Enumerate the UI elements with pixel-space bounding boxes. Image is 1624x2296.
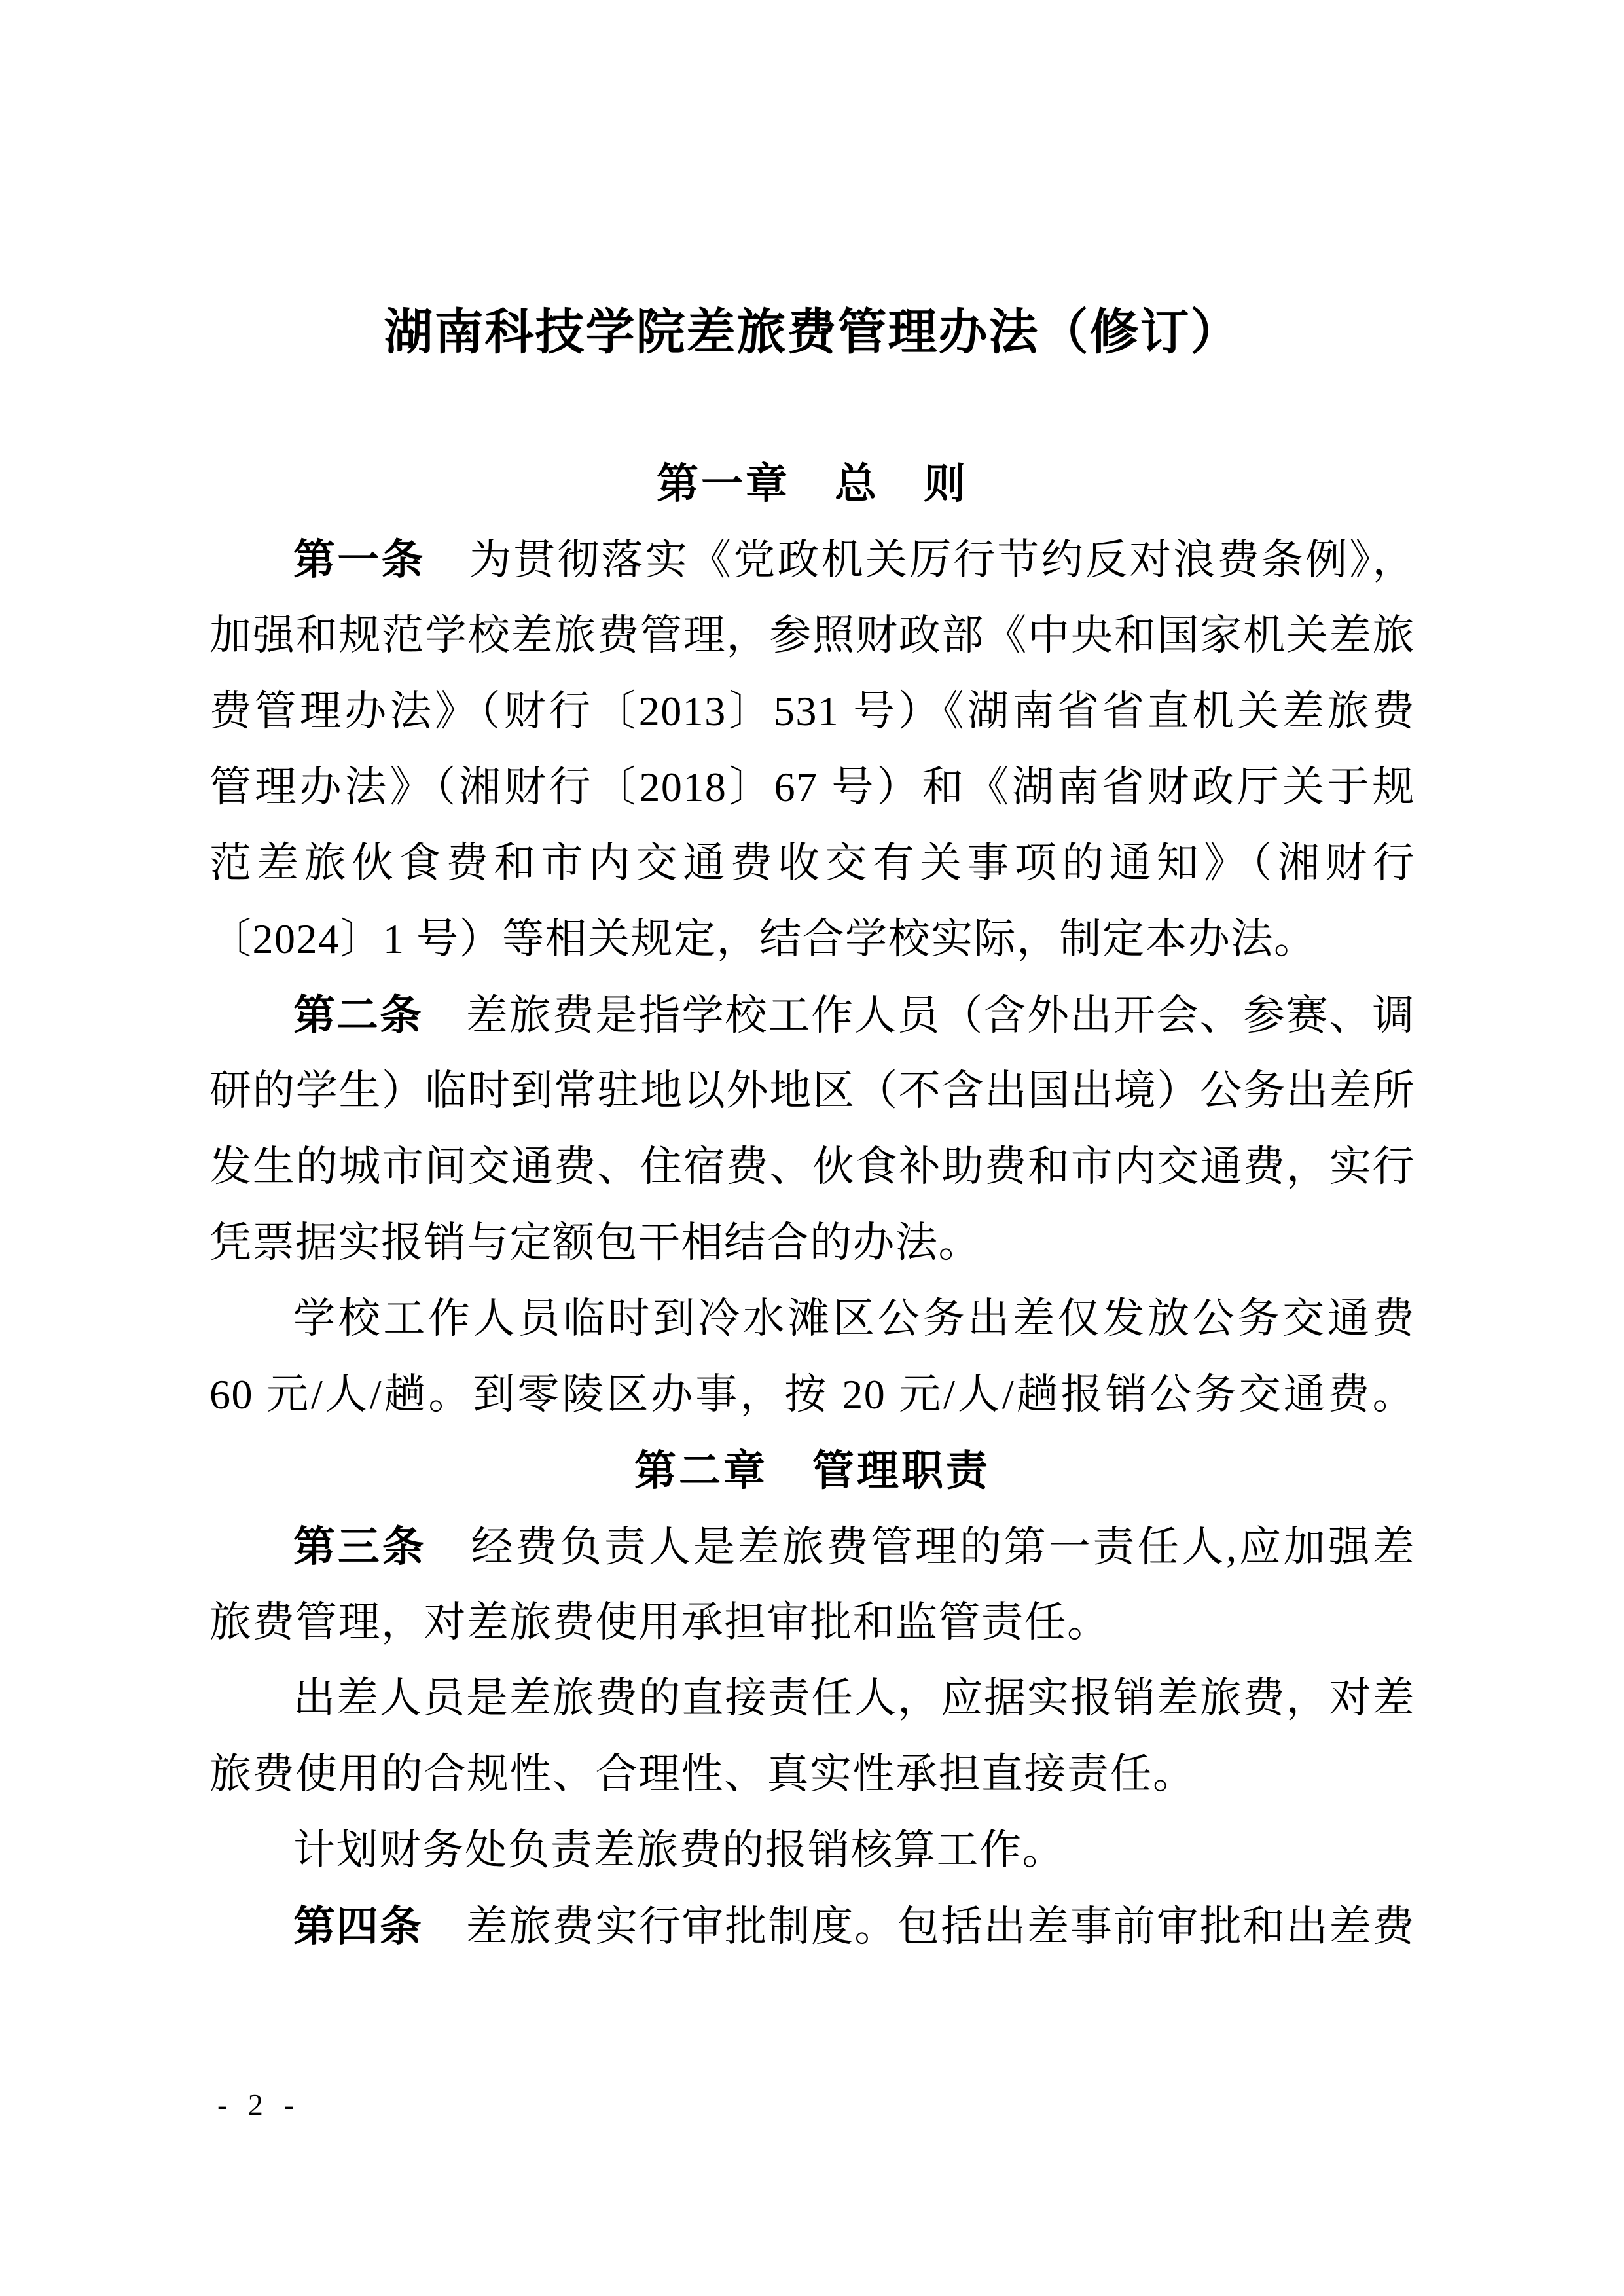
spacer [209,370,1415,446]
page-title: 湖南科技学院差旅费管理办法（修订） [384,304,1241,359]
chapter-heading-2: 第二章 管理职责 [634,1447,990,1494]
body-line: 凭票据实报销与定额包干相结合的办法。 [209,1219,981,1266]
body-line: 学校工作人员临时到冷水滩区公务出差仅发放公务交通费 [293,1295,1415,1342]
body-line: 出差人员是差旅费的直接责任人，应据实报销差旅费，对差 [293,1675,1415,1721]
body-line-text: 为贯彻落实《党政机关厉行节约反对浪费条例》， [469,537,1416,583]
article-label: 第三条 [293,1523,471,1570]
document-body [209,294,1415,1964]
body-line-text: 差旅费是指学校工作人员（含外出开会、参赛、调 [465,992,1416,1039]
chapter-heading-1: 第一章 总 则 [657,460,968,507]
article-label: 第二条 [293,992,466,1039]
body-line-text: 差旅费实行审批制度。包括出差事前审批和出差费 [465,1903,1416,1950]
body-line: 管理办法》（湘财行〔2018〕67 号）和《湖南省财政厅关于规 [209,764,1415,810]
page-number: - 2 - [217,2088,300,2121]
body-line: 发生的城市间交通费、住宿费、伙食补助费和市内交通费，实行 [209,1143,1415,1190]
body-line [209,977,1415,1053]
body-line: 加强和规范学校差旅费管理，参照财政部《中央和国家机关差旅 [209,612,1415,658]
body-line [209,522,1415,598]
body-line: 60 元/人/趟。到零陵区办事，按 20 元/人/趟报销公务交通费。 [209,1371,1415,1418]
body-line: 旅费管理，对差旅费使用承担审批和监管责任。 [209,1599,1110,1645]
article-label: 第四条 [293,1903,466,1950]
body-line: 计划财务处负责差旅费的报销核算工作。 [293,1827,1065,1873]
article-label: 第一条 [293,536,469,583]
body-line: 费管理办法》（财行〔2013〕531 号）《湖南省省直机关差旅费 [209,688,1415,734]
body-line [209,1888,1415,1964]
body-line: 研的学生）临时到常驻地以外地区（不含出国出境）公务出差所 [209,1067,1415,1114]
body-line-text: 经费负责人是差旅费管理的第一责任人,应加强差 [471,1524,1416,1570]
body-line: 旅费使用的合规性、合理性、真实性承担直接责任。 [209,1751,1196,1797]
body-line: 〔2024〕1 号）等相关规定，结合学校实际，制定本办法。 [209,916,1317,962]
body-line [209,1509,1415,1585]
body-line: 范差旅伙食费和市内交通费收交有关事项的通知》（湘财行 [209,840,1415,886]
